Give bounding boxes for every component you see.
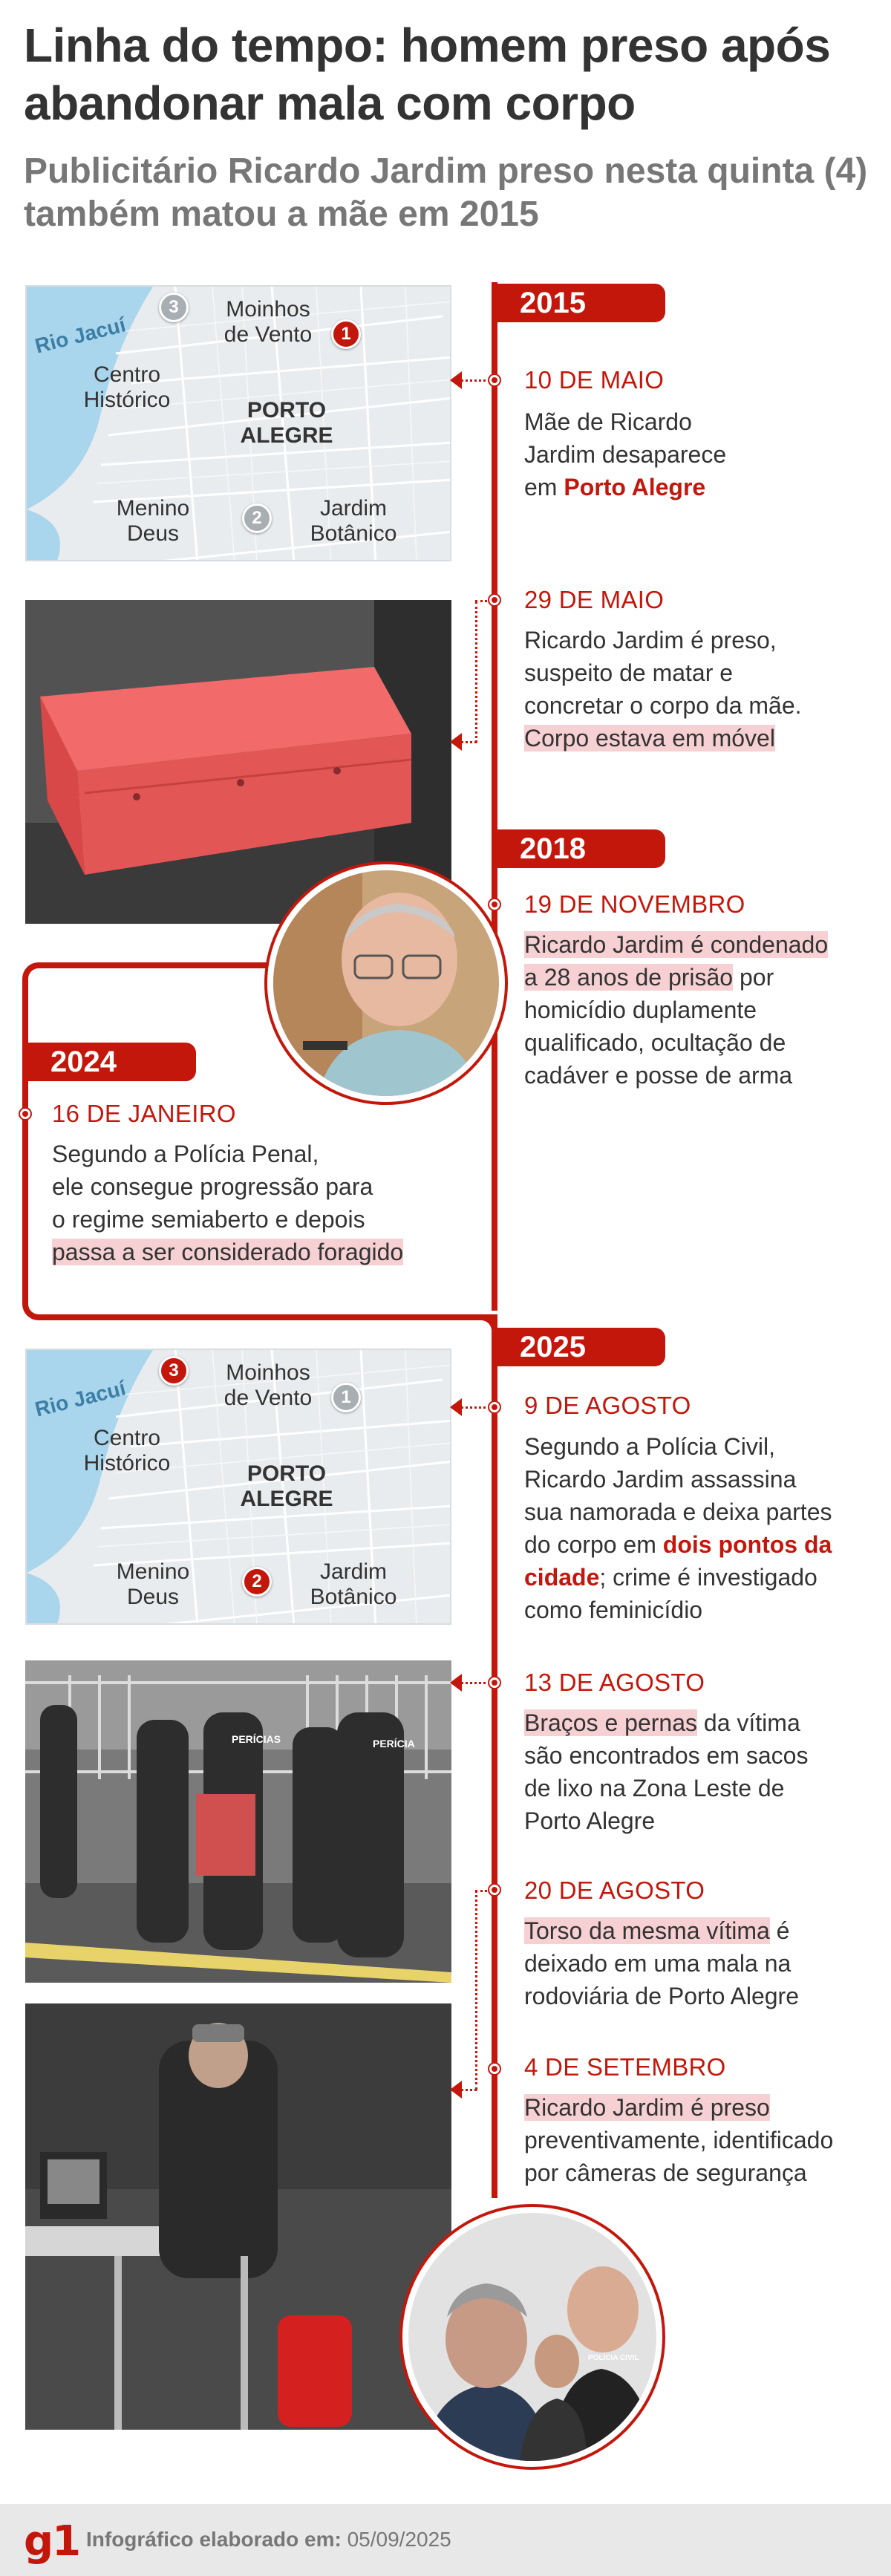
event-date: 19 DE NOVEMBRO	[524, 890, 745, 918]
photo-arrest	[399, 2204, 665, 2470]
pointer-arrow	[450, 2081, 462, 2099]
timeline-detour-bottom	[39, 1314, 497, 1320]
map-label-porto: PORTO ALEGRE	[240, 1461, 333, 1511]
year-tab-2018: 2018	[495, 829, 665, 868]
page-subtitle: Publicitário Ricardo Jardim preso nesta quinta (4) também matou a mãe em 2015	[24, 151, 868, 234]
map-label-moinhos: Moinhos de Vento	[223, 297, 313, 347]
timeline-dot	[489, 2064, 500, 2074]
event-date: 10 DE MAIO	[524, 366, 665, 394]
map-marker-1: 1	[331, 1383, 361, 1412]
timeline-line	[492, 282, 497, 1311]
photo-cctv	[25, 2003, 451, 2430]
map-porto-alegre-2025	[25, 1349, 451, 1625]
cctv-illustration	[25, 2003, 451, 2430]
timeline-dot	[489, 375, 500, 385]
event-date: 20 DE AGOSTO	[524, 1876, 705, 1904]
map-porto-alegre-2015	[25, 285, 451, 561]
arrest-illustration	[408, 2213, 656, 2461]
map-marker-3: 3	[159, 293, 189, 322]
event-date: 9 DE AGOSTO	[524, 1392, 691, 1419]
map-label-jardim: Jardim Botânico	[310, 496, 397, 546]
pointer-arrow	[450, 733, 462, 751]
event-text: Segundo a Polícia Penal, ele consegue progressão para o regime semiaberto e depois passa a ser considerado foragido	[52, 1141, 404, 1265]
event-text: Torso da mesma vítima é deixado em uma mala na rodoviária de Porto Alegre	[524, 1917, 799, 2009]
event-text: Ricardo Jardim é preso preventivamente, identificado por câmeras de segurança	[524, 2094, 834, 2186]
pointer-arrow	[450, 371, 462, 389]
map-label-jardim: Jardim Botânico	[310, 1559, 397, 1609]
photo-police-scene	[25, 1660, 451, 1983]
map-marker-3: 3	[159, 1356, 189, 1386]
event-date: 16 DE JANEIRO	[52, 1100, 236, 1127]
timeline-dot	[489, 1402, 500, 1412]
map-marker-2: 2	[242, 503, 272, 533]
year-tab-2015: 2015	[495, 284, 665, 322]
police-badge-label: POLÍCIA CIVIL	[588, 2354, 639, 2362]
event-date: 13 DE AGOSTO	[524, 1669, 705, 1696]
event-text: Ricardo Jardim é preso, suspeito de matar e concretar o corpo da mãe. Corpo estava em móvel	[524, 627, 802, 751]
timeline-detour-corner	[468, 1314, 497, 1344]
event-text: Mãe de Ricardo Jardim desaparece em Porto Alegre	[524, 408, 727, 500]
footer	[0, 2504, 891, 2576]
photo-ricardo-portrait	[264, 861, 508, 1105]
police-scene-illustration	[25, 1660, 451, 1983]
timeline-dot	[489, 899, 500, 910]
timeline-dot	[489, 1885, 500, 1895]
portrait-illustration	[273, 870, 499, 1096]
map-label-menino: Menino Deus	[116, 1559, 190, 1609]
event-text: Braços e pernas da vítima são encontrados em sacos de lixo na Zona Leste de Porto Alegre	[524, 1709, 809, 1834]
timeline-dot	[20, 1109, 30, 1119]
vest-label: PERÍCIA	[373, 1738, 415, 1750]
connector	[475, 601, 477, 743]
year-tab-2024: 2024	[25, 1043, 196, 1081]
year-tab-2025: 2025	[495, 1328, 665, 1366]
map-label-centro: Centro Histórico	[83, 1426, 171, 1476]
map-marker-2: 2	[242, 1567, 272, 1597]
event-text: Ricardo Jardim é condenado a 28 anos de prisão por homicídio duplamente qualificado, ocultação de cadáver e posse de arma	[524, 931, 829, 1089]
page-title: Linha do tempo: homem preso após abandonar mala com corpo	[24, 19, 831, 130]
g1-logo: g1	[24, 2517, 80, 2566]
map-label-porto: PORTO ALEGRE	[240, 398, 333, 448]
vest-label: PERÍCIAS	[232, 1733, 281, 1745]
pointer-arrow	[450, 1674, 462, 1692]
pointer-arrow	[450, 1398, 462, 1416]
map-marker-1: 1	[331, 319, 361, 349]
map-label-menino: Menino Deus	[116, 496, 190, 546]
timeline-dot	[489, 1677, 500, 1688]
event-date: 29 DE MAIO	[524, 586, 665, 613]
map-label-moinhos: Moinhos de Vento	[223, 1360, 313, 1410]
map-label-centro: Centro Histórico	[83, 362, 171, 412]
event-date: 4 DE SETEMBRO	[524, 2053, 726, 2081]
event-text: Segundo a Polícia Civil, Ricardo Jardim assassina sua namorada e deixa partes do corpo em dois pontos da cidade; crime é investigado como feminicídio	[524, 1433, 832, 1623]
timeline-dot	[489, 595, 500, 605]
footer-caption: Infográfico elaborado em: 05/09/2025	[86, 2528, 451, 2551]
connector	[475, 1890, 477, 2090]
map-label-river: Rio Jacuí	[32, 313, 128, 358]
map-label-river: Rio Jacuí	[32, 1376, 128, 1421]
